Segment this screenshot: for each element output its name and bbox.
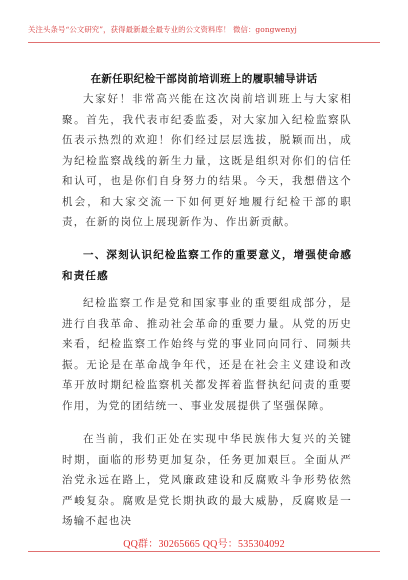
intro-paragraph: 大家好！非常高兴能在这次岗前培训班上与大家相聚。首先，我代表市纪委监委，对大家加入纪检监察队伍表示热烈的欢迎！你们经过层层选拔，脱颖而出，成为纪检监察战线的新生力量，这既是组织对你们的信任和认可，也是你们自身努力的结果。今天，我想借这个机会，和大家交流一下如何更好地履行纪检干部的职责，在新的岗位上展现新作为、作出新贡献。 bbox=[62, 93, 352, 228]
section-1-paragraph-1: 纪检监察工作是党和国家事业的重要组成部分，是进行自我革命、推动社会革命的重要力量。从党的历史来看，纪检监察工作始终与党的事业同向同行、同频共振。无论是在革命战争年代，还是在社会主义建设和改革开放时期纪检监察机关都发挥着监督执纪问责的重要作用，为党的团结统一、事业发展提供了坚强保障。 bbox=[62, 297, 352, 412]
footer-divider bbox=[28, 551, 380, 552]
header-banner: 关注头条号“公文研究”，获得最新最全最专业的公文资料库！ 微信：gongwenyj bbox=[28, 25, 297, 34]
footer-contact: QQ群：30265665 QQ号：535304092 bbox=[123, 539, 285, 550]
document-title: 在新任职纪检干部岗前培训班上的履职辅导讲话 bbox=[90, 73, 318, 85]
section-1-paragraph-2: 在当前，我们正处在实现中华民族伟大复兴的关键时期，面临的形势更加复杂，任务更加艰巨。全面从严治党永远在路上，党风廉政建设和反腐败斗争形势依然严峻复杂。腐败是党长期执政的最大威胁，反腐败是一场输不起也决 bbox=[62, 433, 352, 527]
section-heading-1: 一、深刻认识纪检监察工作的重要意义，增强使命感和责任感 bbox=[62, 249, 353, 282]
header-divider bbox=[28, 42, 380, 43]
